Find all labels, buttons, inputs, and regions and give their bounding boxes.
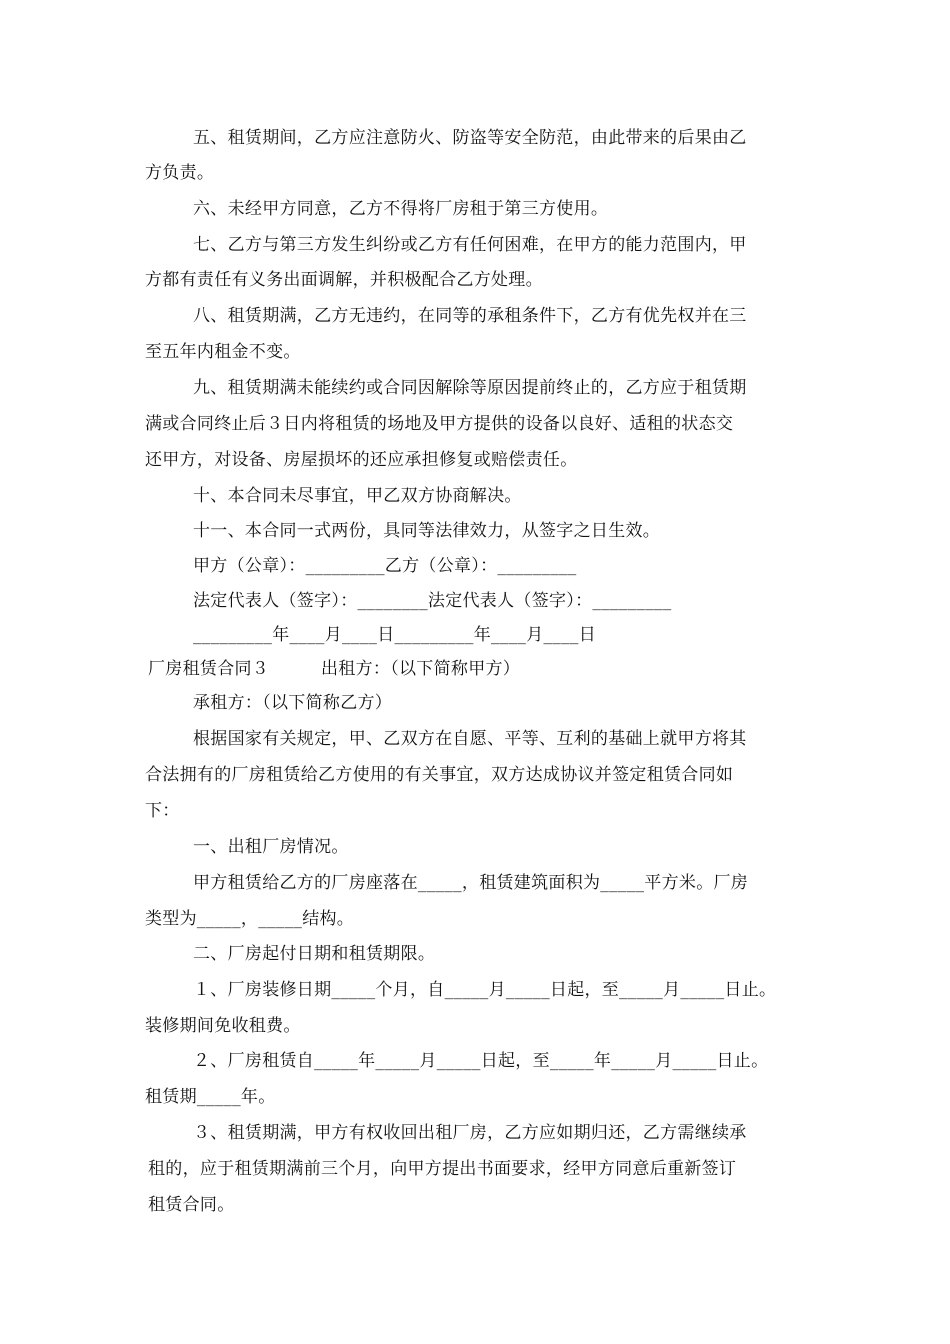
clause-9-line-3: 还甲方，对设备、房屋损坏的还应承担修复或赔偿责任。 <box>145 450 578 470</box>
preamble-line-3: 下： <box>145 801 180 821</box>
item-3-line-3: 租赁合同。 <box>148 1195 235 1215</box>
clause-9-line-2: 满或合同终止后３日内将租赁的场地及甲方提供的设备以良好、适租的状态交 <box>145 414 734 434</box>
clause-5-line-1: 五、租赁期间，乙方应注意防火、防盗等安全防范，由此带来的后果由乙 <box>193 128 747 148</box>
date-line: _________年____月____日_________年____月____日 <box>193 625 596 645</box>
section-1-line-1: 甲方租赁给乙方的厂房座落在_____，租赁建筑面积为_____平方米。厂房 <box>193 873 749 893</box>
section-1-line-2: 类型为_____，_____结构。 <box>145 909 355 929</box>
item-2-line-2: 租赁期_____年。 <box>145 1087 276 1107</box>
clause-7-line-1: 七、乙方与第三方发生纠纷或乙方有任何困难，在甲方的能力范围内，甲 <box>193 235 747 255</box>
section-1-heading: 一、出租厂房情况。 <box>193 837 349 857</box>
item-2-line-1: ２、厂房租赁自_____年_____月_____日起，至_____年_____月_____日止。 <box>193 1051 769 1071</box>
clause-6: 六、未经甲方同意，乙方不得将厂房租于第三方使用。 <box>193 199 609 219</box>
clause-5-line-2: 方负责。 <box>145 163 215 183</box>
item-3-line-2: 租的，应于租赁期满前三个月，向甲方提出书面要求，经甲方同意后重新签订 <box>148 1159 737 1179</box>
seal-line: 甲方（公章）：_________乙方（公章）：_________ <box>193 556 577 576</box>
clause-8-line-2: 至五年内租金不变。 <box>145 342 301 362</box>
lessee-line: 承租方：（以下简称乙方） <box>193 693 393 713</box>
clause-9-line-1: 九、租赁期满未能续约或合同因解除等原因提前终止的，乙方应于租赁期 <box>193 378 747 398</box>
preamble-line-1: 根据国家有关规定，甲、乙双方在自愿、平等、互利的基础上就甲方将其 <box>193 729 747 749</box>
clause-11: 十一、本合同一式两份，具同等法律效力，从签字之日生效。 <box>193 521 661 541</box>
representative-line: 法定代表人（签字）：________法定代表人（签字）：_________ <box>193 591 672 611</box>
clause-7-line-2: 方都有责任有义务出面调解，并积极配合乙方处理。 <box>145 270 543 290</box>
item-1-line-1: １、厂房装修日期_____个月，自_____月_____日起，至_____月_____日止。 <box>193 980 777 1000</box>
section-2-heading: 二、厂房起付日期和租赁期限。 <box>193 944 436 964</box>
preamble-line-2: 合法拥有的厂房租赁给乙方使用的有关事宜，双方达成协议并签定租赁合同如 <box>145 765 734 785</box>
clause-8-line-1: 八、租赁期满，乙方无违约，在同等的承租条件下，乙方有优先权并在三 <box>193 306 747 326</box>
item-3-line-1: ３、租赁期满，甲方有权收回出租厂房，乙方应如期归还，乙方需继续承 <box>193 1123 747 1143</box>
item-1-line-2: 装修期间免收租费。 <box>145 1016 301 1036</box>
contract-3-heading: 厂房租赁合同３ 出租方：（以下简称甲方） <box>148 659 521 679</box>
clause-10: 十、本合同未尽事宜，甲乙双方协商解决。 <box>193 486 522 506</box>
